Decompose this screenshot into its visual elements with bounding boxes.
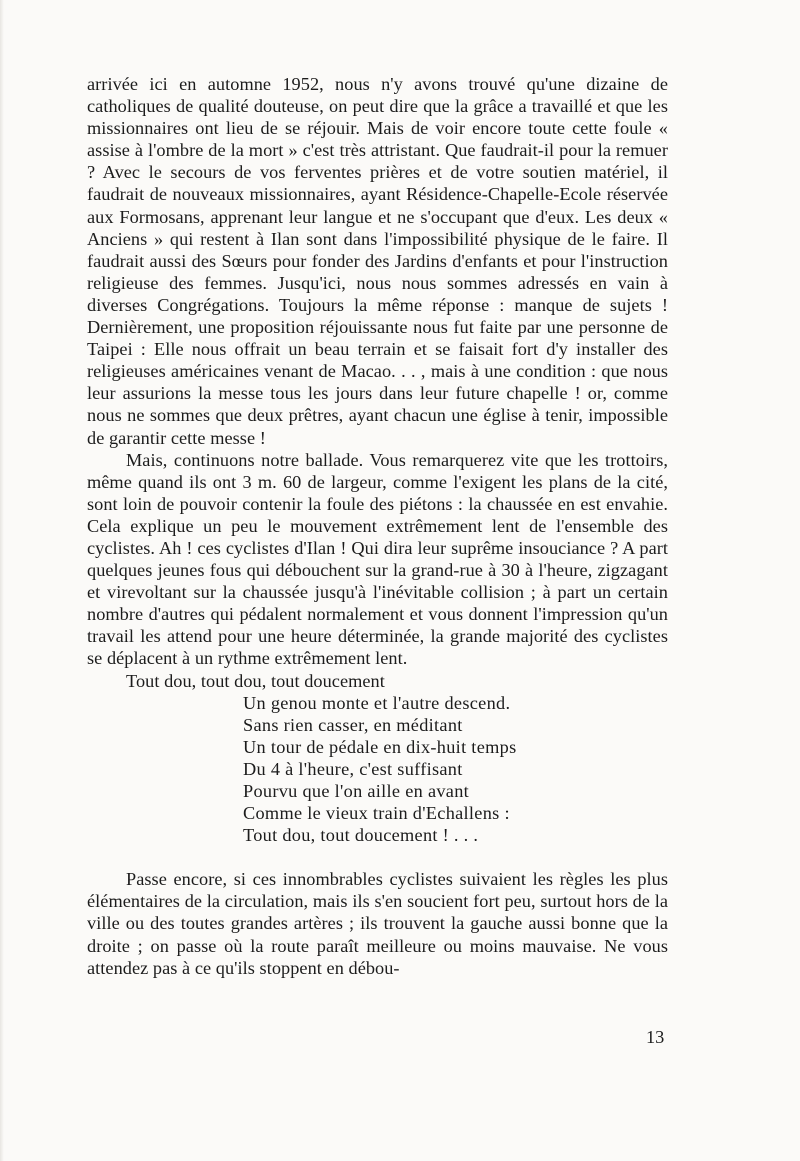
- poem-line: Du 4 à l'heure, c'est suffisant: [243, 758, 463, 779]
- page-edge-shadow: [0, 0, 4, 1161]
- poem-line: Pourvu que l'on aille en avant: [243, 781, 470, 801]
- paragraph-1: arrivée ici en automne 1952, nous n'y avons trouvé qu'une dizaine de catholiques de qualité douteuse, on peut dire que la grâce a travaillé et que les missionnaires ont lieu de se réjouir. Mais de voir encore toute cette foule « assise à l'ombre de la mort » c'est très attristant. Que faudrait-il pour la remuer ? Avec le secours de vos ferventes prières et de votre soutien matériel, il faudrait de nouveaux missionnaires, ayant Résidence-Chapelle-Ecole réservée aux Formosans, apprenant leur langue et ne s'occupant que d'eux. Les deux « Anciens » qui restent à Ilan sont dans l'impossibilité physique de le faire. Il faudrait aussi des Sœurs pour fonder des Jardins d'enfants et pour l'instruction religieuse des femmes. Jusqu'ici, nous nous sommes adressés en vain à diverses Congrégations. Toujours la même réponse : manque de sujets ! Dernièrement, une proposition réjouissante nous fut faite par une personne de Taipei : Elle nous offrait un beau terrain et se faisait fort d'y installer des religieuses américaines venant de Macao. . . , mais à une condition : que nous leur assurions la messe tous les jours dans leur future chapelle ! or, comme nous ne sommes que deux prêtres, ayant chacun une église à tenir, impossible de garantir cette messe !: [87, 74, 668, 448]
- paragraph-3: Passe encore, si ces innombrables cyclistes suivaient les règles les plus élémentaires de la circulation, mais ils s'en soucient fort peu, surtout hors de la ville ou des toutes grandes artères ; ils trouvent la gauche aussi bonne que la droite ; on passe où la route paraît meilleure ou moins mauvaise. Ne vous attendez pas à ce qu'ils stoppent en débou-: [87, 869, 668, 978]
- poem-line: Tout dou, tout doucement ! . . .: [243, 825, 479, 846]
- poem-stanza: [87, 692, 668, 847]
- poem-line: Un tour de pédale en dix-huit temps: [243, 736, 517, 757]
- page-number: 13: [646, 1027, 665, 1047]
- paragraph-2: Mais, continuons notre ballade. Vous remarquerez vite que les trottoirs, même quand ils ont 3 m. 60 de largeur, comme l'exigent les plans de la cité, sont loin de pouvoir contenir la foule des piétons : la chaussée en est envahie. Cela explique un peu le mouvement extrêmement lent de l'ensemble des cyclistes. Ah ! ces cyclistes d'Ilan ! Qui dira leur suprême insouciance ? A part quelques jeunes fous qui débouchent sur la grand-rue à 30 à l'heure, zigzagant et virevoltant sur la chaussée jusqu'à l'inévitable collision ; à part un certain nombre d'autres qui pédalent normalement et vous donnent l'impression qu'un travail les attend pour une heure déterminée, la grande majorité des cyclistes se déplacent à un rythme extrêmement lent.: [87, 449, 668, 669]
- poem-line: Comme le vieux train d'Echallens :: [243, 803, 510, 824]
- poem-intro-line: Tout dou, tout dou, tout doucement: [126, 670, 385, 691]
- poem-line: Un genou monte et l'autre descend.: [243, 692, 511, 713]
- poem-line: Sans rien casser, en méditant: [243, 714, 463, 735]
- body-text: [87, 73, 668, 979]
